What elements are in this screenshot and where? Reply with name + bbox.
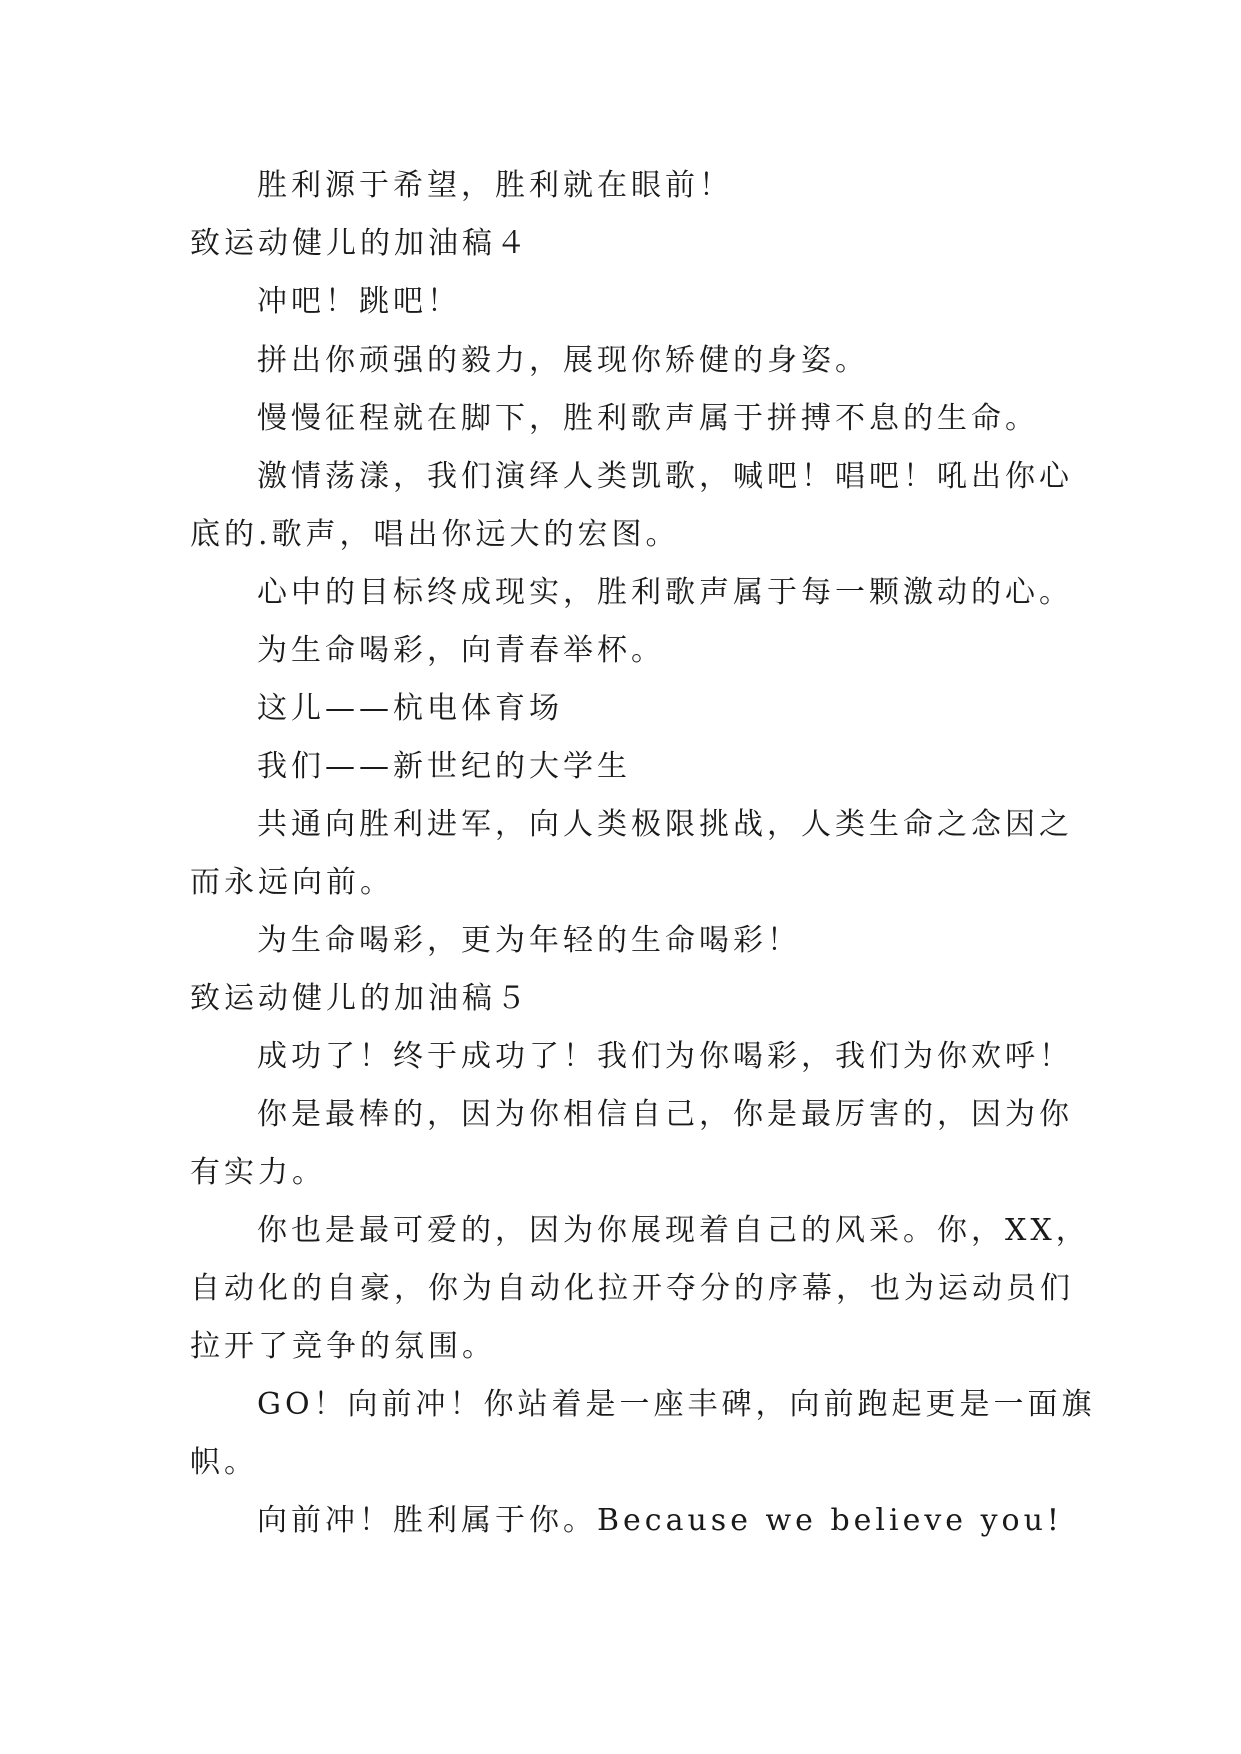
paragraph-line: 心中的目标终成现实，胜利歌声属于每一颗激动的心。	[257, 575, 1073, 610]
paragraph-line: 拼出你顽强的毅力，展现你矫健的身姿。	[257, 343, 869, 378]
paragraph-line: 冲吧！跳吧！	[257, 284, 461, 319]
paragraph-line: 有实力。	[190, 1155, 326, 1190]
paragraph-line: 底的.歌声，唱出你远大的宏图。	[190, 517, 680, 552]
paragraph-line: 我们——新世纪的大学生	[257, 749, 631, 784]
paragraph-line: 帜。	[190, 1445, 258, 1480]
paragraph-line: GO！向前冲！你站着是一座丰碑，向前跑起更是一面旗	[257, 1387, 1096, 1422]
paragraph-line: 胜利源于希望，胜利就在眼前！	[257, 168, 733, 203]
paragraph-line: 共通向胜利进军，向人类极限挑战，人类生命之念因之	[257, 807, 1073, 842]
paragraph-line: 这儿——杭电体育场	[257, 691, 563, 726]
paragraph-line: 你也是最可爱的，因为你展现着自己的风采。你，XX，	[257, 1213, 1090, 1248]
paragraph-line: 成功了！终于成功了！我们为你喝彩，我们为你欢呼！	[257, 1039, 1073, 1074]
paragraph-line: 拉开了竞争的氛围。	[190, 1329, 496, 1364]
paragraph-line: 自动化的自豪，你为自动化拉开夺分的序幕，也为运动员们	[190, 1271, 1074, 1306]
paragraph-line: 为生命喝彩，更为年轻的生命喝彩！	[257, 923, 801, 958]
paragraph-line: 向前冲！胜利属于你。Because we believe you!	[257, 1503, 1063, 1538]
section-heading: 致运动健儿的加油稿４	[190, 226, 530, 261]
section-heading: 致运动健儿的加油稿５	[190, 981, 530, 1016]
paragraph-line: 慢慢征程就在脚下，胜利歌声属于拼搏不息的生命。	[257, 401, 1039, 436]
paragraph-line: 为生命喝彩，向青春举杯。	[257, 633, 665, 668]
paragraph-line: 你是最棒的，因为你相信自己，你是最厉害的，因为你	[257, 1097, 1073, 1132]
paragraph-line: 激情荡漾，我们演绎人类凯歌，喊吧！唱吧！吼出你心	[257, 459, 1073, 494]
paragraph-line: 而永远向前。	[190, 865, 394, 900]
